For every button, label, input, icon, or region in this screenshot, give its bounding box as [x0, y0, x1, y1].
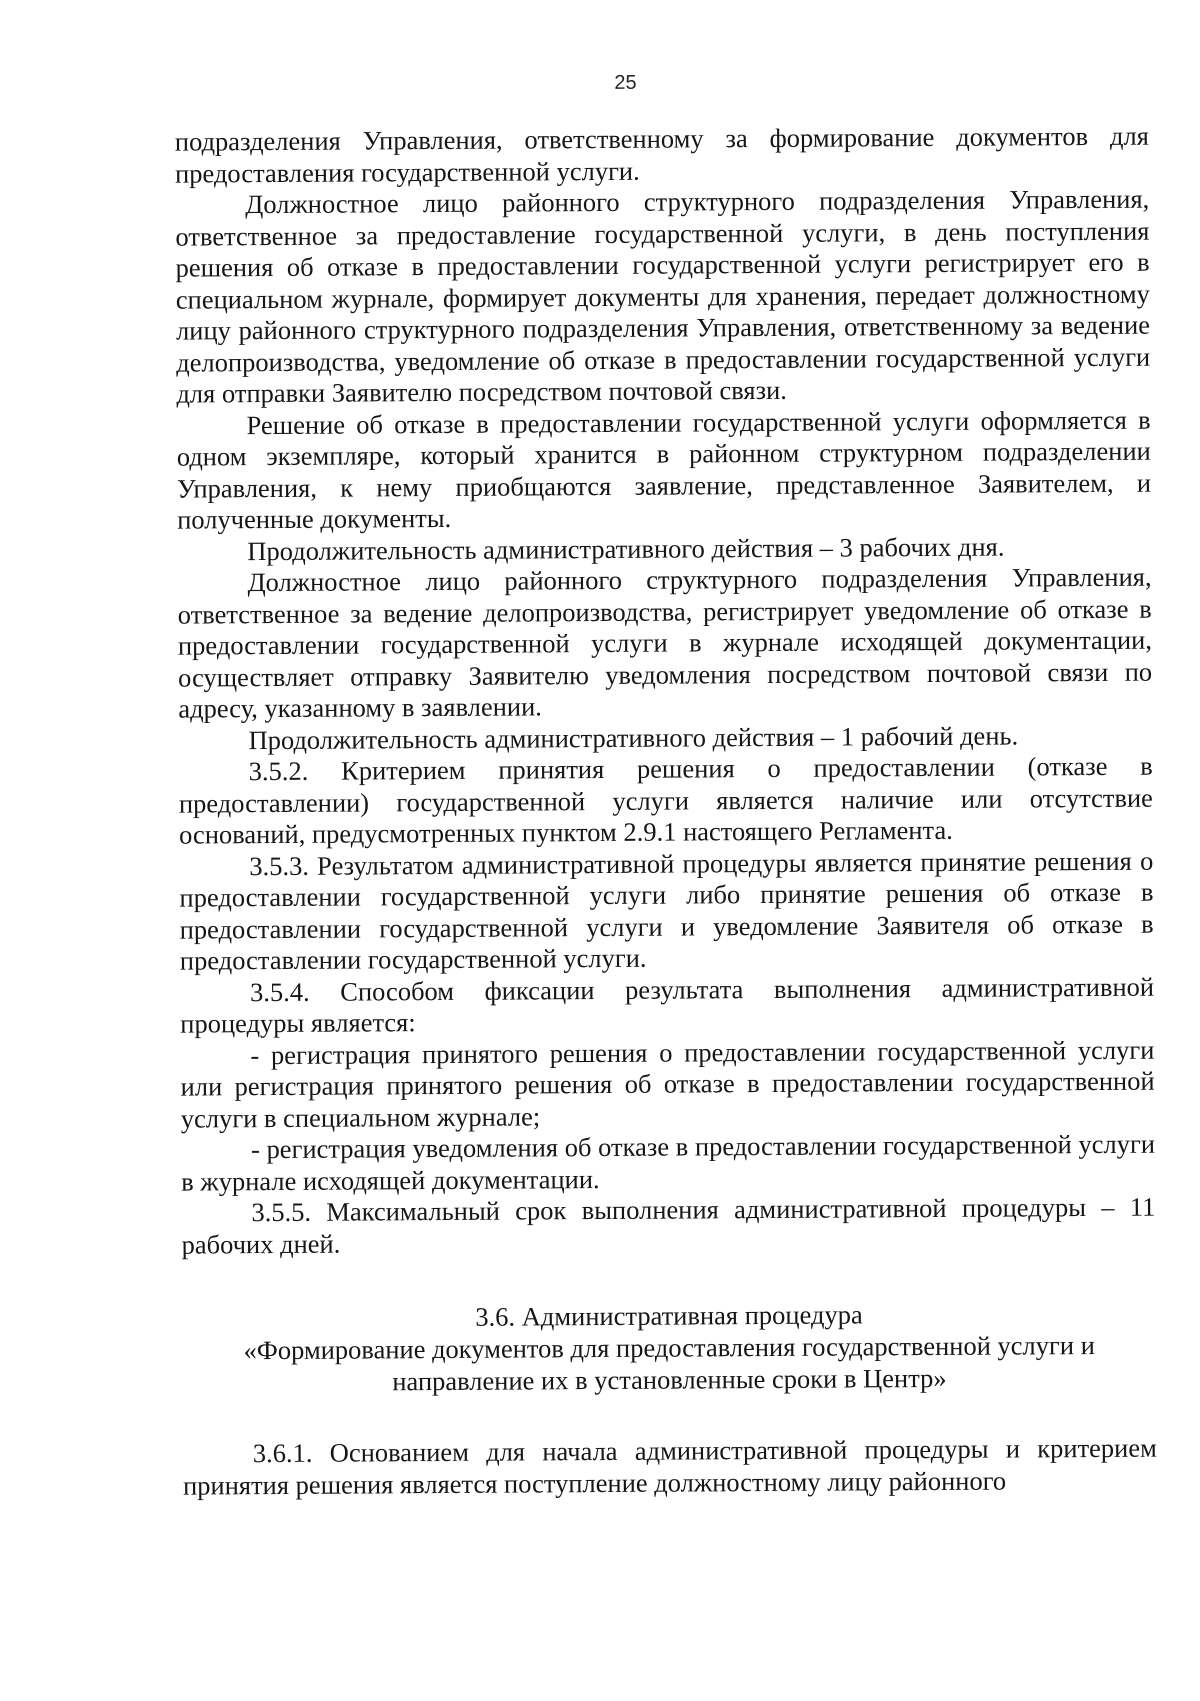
paragraph-refusal-decision-copy: Решение об отказе в предоставлении государственной услуги оформляется в одном экземпляре, который хранится в районном структурном подразделении Управления, к нему приобщаются заявление, представленное Заявителем, и полученные документы. — [176, 404, 1152, 535]
paragraph-3-5-4: 3.5.4. Способом фиксации результата выполнения административной процедуры является: — [180, 971, 1155, 1039]
document-body — [175, 121, 1157, 1502]
paragraph-duration-1-day: Продолжительность административного действия – 1 рабочий день. — [248, 719, 1019, 755]
section-heading-title-line1: «Формирование документов для предоставления государственной услуги и — [243, 1330, 1095, 1366]
paragraph-official-records-notice: Должностное лицо районного структурного подразделения Управления, ответственное за ведение делопроизводства, регистрирует уведомление об отказе в предоставлении государственной услуги в журнале исходящей документации, осуществляет отправку Заявителю уведомления посредством почтовой связи по адресу, указанному в заявлении. — [177, 561, 1153, 724]
paragraph-3-5-2: 3.5.2. Критерием принятия решения о предоставлении (отказе в предоставлении) государственной услуги является наличие или отсутствие оснований, предусмотренных пунктом 2.9.1 настоящего Регламента. — [178, 750, 1153, 850]
section-heading-title-line2: направление их в установленные сроки в Центр» — [392, 1362, 947, 1397]
paragraph-continuation: подразделения Управления, ответственному за формирование документов для предоставления государственной услуги. — [174, 120, 1149, 189]
paragraph-duration-3-days: Продолжительность административного действия – 3 рабочих дня. — [247, 531, 1005, 566]
paragraph-official-registers-refusal: Должностное лицо районного структурного подразделения Управления, ответственное за предоставление государственной услуги, в день поступления решения об отказе в предоставлении государственной услуги регистрирует его в специальном журнале, формирует документы для хранения, передает должностному лицу районного структурного подразделения Управления, ответственному за ведение делопроизводства, уведомление об отказе в предоставлении государственной услуги для отправки Заявителю посредством почтовой связи. — [175, 183, 1151, 409]
list-item-registration-decision: - регистрация принятого решения о предоставлении государственной услуги или регистрация принятого решения об отказе в предоставлении государственной услуги в специальном журнале; — [180, 1034, 1155, 1134]
paragraph-3-6-1: 3.6.1. Основанием для начала административной процедуры и критерием принятия решения является поступление должностному лицу районного — [182, 1432, 1157, 1501]
paragraph-3-5-3: 3.5.3. Результатом административной процедуры является принятие решения о предоставлении государственной услуги либо принятие решения об отказе в предоставлении государственной услуги и уведомление Заявителя об отказе в предоставлении государственной услуги. — [179, 845, 1154, 976]
page-number: 25 — [614, 71, 637, 94]
section-heading — [182, 1297, 1157, 1399]
paragraph-3-5-5: 3.5.5. Максимальный срок выполнения административной процедуры – 11 рабочих дней. — [181, 1191, 1156, 1260]
section-heading-number: 3.6. Административная процедура — [475, 1299, 863, 1332]
list-item-registration-notice: - регистрация уведомления об отказе в предоставлении государственной услуги в журнале исходящей документации. — [181, 1128, 1156, 1197]
